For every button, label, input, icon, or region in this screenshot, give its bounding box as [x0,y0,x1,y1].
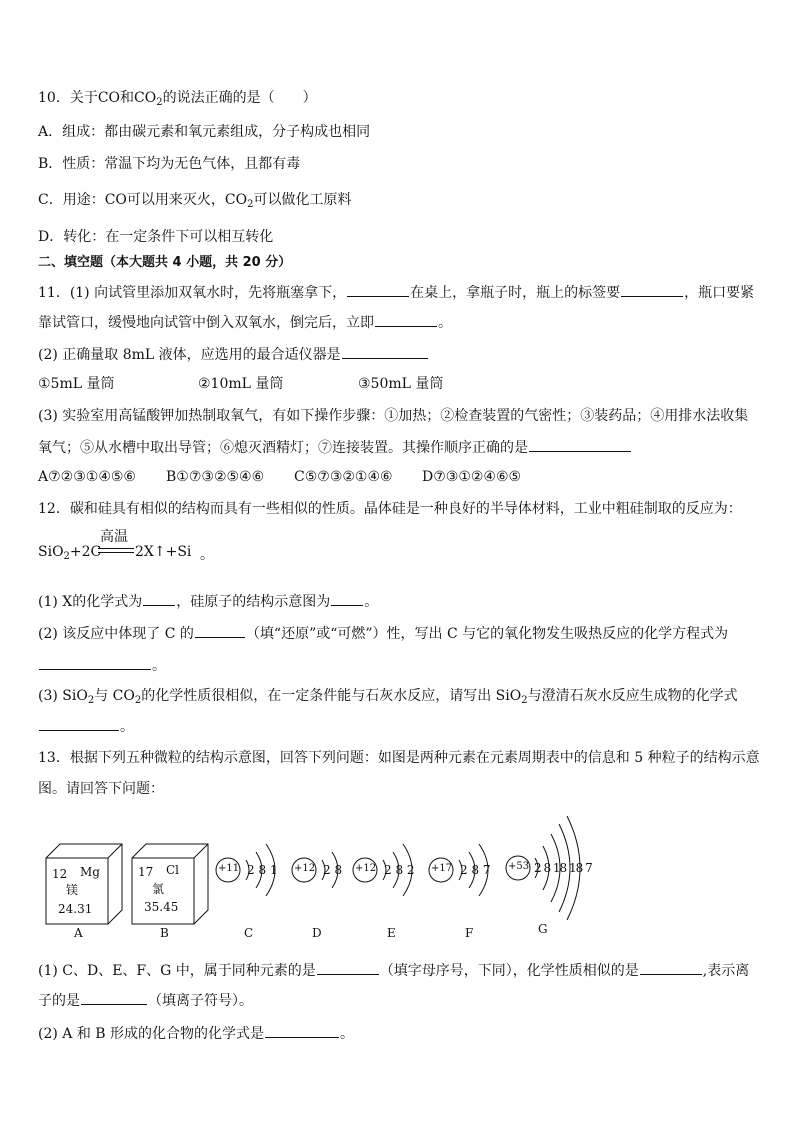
electrons-f: 2 8 7 [460,863,491,877]
q11-p3-text-b: 氧气；⑤从水槽中取出导管；⑥熄灭酒精灯；⑦连接装置。其操作顺序正确的是 [38,440,528,456]
label-a: A [74,926,83,940]
q11-choices [38,467,521,487]
q10-option-a: A．组成：都由碳元素和氧元素组成，分子构成也相同 [38,124,371,140]
equation-left-text: SiO [38,544,64,560]
q11-p1-text-a: 11．(1) 向试管里添加双氧水时，先将瓶塞拿下， [38,285,347,301]
q10-option-c-text-b: 可以做化工原料 [253,192,352,208]
card-edge [108,844,122,858]
card-edge [194,844,208,858]
answer-blank[interactable] [621,282,683,297]
q11-instrument-options [38,374,443,394]
nucleus-g: +53 [508,861,530,872]
q11-p1-text-e: 。 [438,315,452,331]
q12-p3-sub-3: 2 [521,695,528,706]
cl-symbol: Cl [166,863,180,877]
label-b: B [160,926,169,940]
q13-p2-text-b: 。 [340,1026,355,1042]
q12-p1-text-c: 。 [364,594,379,610]
equation-bar-top [98,548,134,549]
nucleus-d: +12 [294,863,316,874]
cl-atomic-number: 17 [138,865,154,879]
answer-blank[interactable] [39,655,151,670]
q13-p1-text-e: （填离子符号）。 [148,993,253,1009]
q10-option-d: D．转化：在一定条件下可以相互转化 [38,229,274,245]
q10-stem-text: 10．关于CO和CO [38,90,157,106]
electrons-d: 2 8 [323,863,343,877]
q11-p1-text-c: ，瓶口要紧 [684,285,755,301]
equation-right: 2X↑+Si [135,544,192,560]
q11-choice-b: B①⑦③②⑤④⑥ [166,469,265,485]
q11-p1-text-b: 在桌上，拿瓶子时，瓶上的标签要 [410,285,621,301]
mg-mass: 24.31 [58,902,93,916]
cl-mass: 35.45 [144,900,179,914]
answer-blank[interactable] [265,1023,339,1038]
answer-blank[interactable] [640,960,702,975]
q12-p3-sub-2: 2 [134,695,142,706]
q11-choice-d: D⑦③①②④⑥⑤ [422,469,522,485]
nucleus-e: +12 [355,863,377,874]
q10-stem-text-b: 的说法正确的是（ ） [162,90,317,106]
equation-end: 。 [200,547,214,563]
structure-figure [38,812,598,942]
section-title: 二、填空题（本大题共 4 小题，共 20 分） [38,255,292,270]
q11-part1-line2 [38,312,452,333]
q12-p2-text-c: 。 [152,658,166,674]
q11-p2-text: (2) 正确量取 8mL 液体，应选用的最合适仪器是 [38,347,341,363]
equation-left [38,544,101,560]
q12-part3-line1 [38,686,738,706]
q11-opt-1: ①5mL 量筒 [38,376,115,392]
equation-bar-bottom [98,552,134,553]
answer-blank[interactable] [143,591,175,606]
label-g: G [538,922,548,936]
q11-choice-a: A⑦②③①④⑤⑥ [38,469,136,485]
answer-blank[interactable] [195,623,245,638]
q13-p1-text-c: ,表示离 [702,963,750,979]
q13-p1-text-d: 子的是 [38,993,80,1009]
q13-p1-text-a: (1) C、D、E、F、G 中，属于同种元素的是 [38,963,316,979]
answer-blank[interactable] [39,716,119,731]
answer-blank[interactable] [375,312,437,327]
q11-part2 [38,344,429,365]
cl-name: 氯 [152,882,165,896]
q12-stem: 12．碳和硅具有相似的结构而具有一些相似的性质。晶体硅是一种良好的半导体材料，工业中粗硅制取的反应为： [38,501,742,517]
mg-name: 镁 [66,883,79,897]
q12-p3-text-d: 与澄清石灰水反应生成物的化学式 [527,688,738,704]
q12-p1-text-b: ，硅原子的结构示意图为 [176,594,331,610]
q11-opt-3: ③50mL 量筒 [358,376,444,392]
q10-option-b: B．性质：常温下均为无色气体，且都有毒 [38,156,301,172]
q13-part1-line1 [38,960,749,981]
electrons-c: 2 8 1 [247,863,278,877]
q12-part3-line2 [38,716,134,737]
q12-part2-line2 [38,655,166,676]
q10-option-c-text: C．用途：CO可以用来灭火，CO [38,192,248,208]
nucleus-f: +17 [431,863,453,874]
q11-part3-line2 [38,437,632,458]
mg-atomic-number: 12 [52,867,68,881]
equation-left-text-b: +2C [69,544,102,560]
equation-left-sub: 2 [63,551,70,562]
q12-p3-text-a: (3) SiO [38,688,88,704]
q12-p2-text-b: （填“还原”或“可燃”）性，写出 C 与它的氧化物发生吸热反应的化学方程式为 [245,626,729,642]
q10-stem [38,88,317,108]
q11-part3-line1: (3) 实验室用高锰酸钾加热制取氧气，有如下操作步骤：①加热；②检查装置的气密性；③装药品；④用排水法收集 [38,408,749,424]
electrons-e: 2 8 2 [384,863,415,877]
q13-stem-line2: 图。请回答下问题： [38,781,164,797]
q13-p1-text-b: （填字母序号，下同），化学性质相似的是 [379,963,639,979]
q13-part2 [38,1023,354,1044]
answer-blank[interactable] [317,960,379,975]
structure-svg [38,812,598,942]
q12-p3-text-b: 与 CO [94,688,135,704]
q12-p2-text-a: (2) 该反应中体现了 C 的 [38,626,194,642]
q13-stem-line1: 13．根据下列五种微粒的结构示意图，回答下列问题：如图是两种元素在元素周期表中的信息和 5 种粒子的结构示意 [38,750,760,766]
q10-stem-sub: 2 [156,97,163,108]
q13-p2-text-a: (2) A 和 B 形成的化合物的化学式是 [38,1026,265,1042]
answer-blank[interactable] [342,344,428,359]
q10-option-c-sub: 2 [247,199,254,210]
q12-part2-line1 [38,623,728,644]
q11-choice-c: C⑤⑦③②①④⑥ [294,469,393,485]
answer-blank[interactable] [331,591,363,606]
label-f: F [465,926,474,940]
reaction-equation [38,528,338,564]
q12-p3-sub-1: 2 [87,695,95,706]
q12-p3-text-c: 的化学性质很相似，在一定条件能与石灰水反应，请写出 SiO [141,688,522,704]
label-e: E [387,926,396,940]
label-c: C [244,926,254,940]
electrons-g: 2 8 18 18 7 [534,861,592,875]
equation-condition: 高温 [100,529,128,545]
answer-blank[interactable] [81,990,147,1005]
q12-part1 [38,591,378,612]
q11-opt-2: ②10mL 量筒 [198,376,284,392]
mg-symbol: Mg [80,865,100,879]
q13-part1-line2 [38,990,253,1011]
q12-p1-text-a: (1) X的化学式为 [38,594,143,610]
q11-part1-line1 [38,282,754,303]
q12-p3-text-e: 。 [120,719,134,735]
q11-p1-text-d: 靠试管口，缓慢地向试管中倒入双氧水，倒完后，立即 [38,315,374,331]
label-d: D [312,926,322,940]
q10-option-c [38,190,351,210]
answer-blank[interactable] [347,282,409,297]
answer-blank[interactable] [529,437,631,452]
nucleus-c: +11 [218,863,240,874]
